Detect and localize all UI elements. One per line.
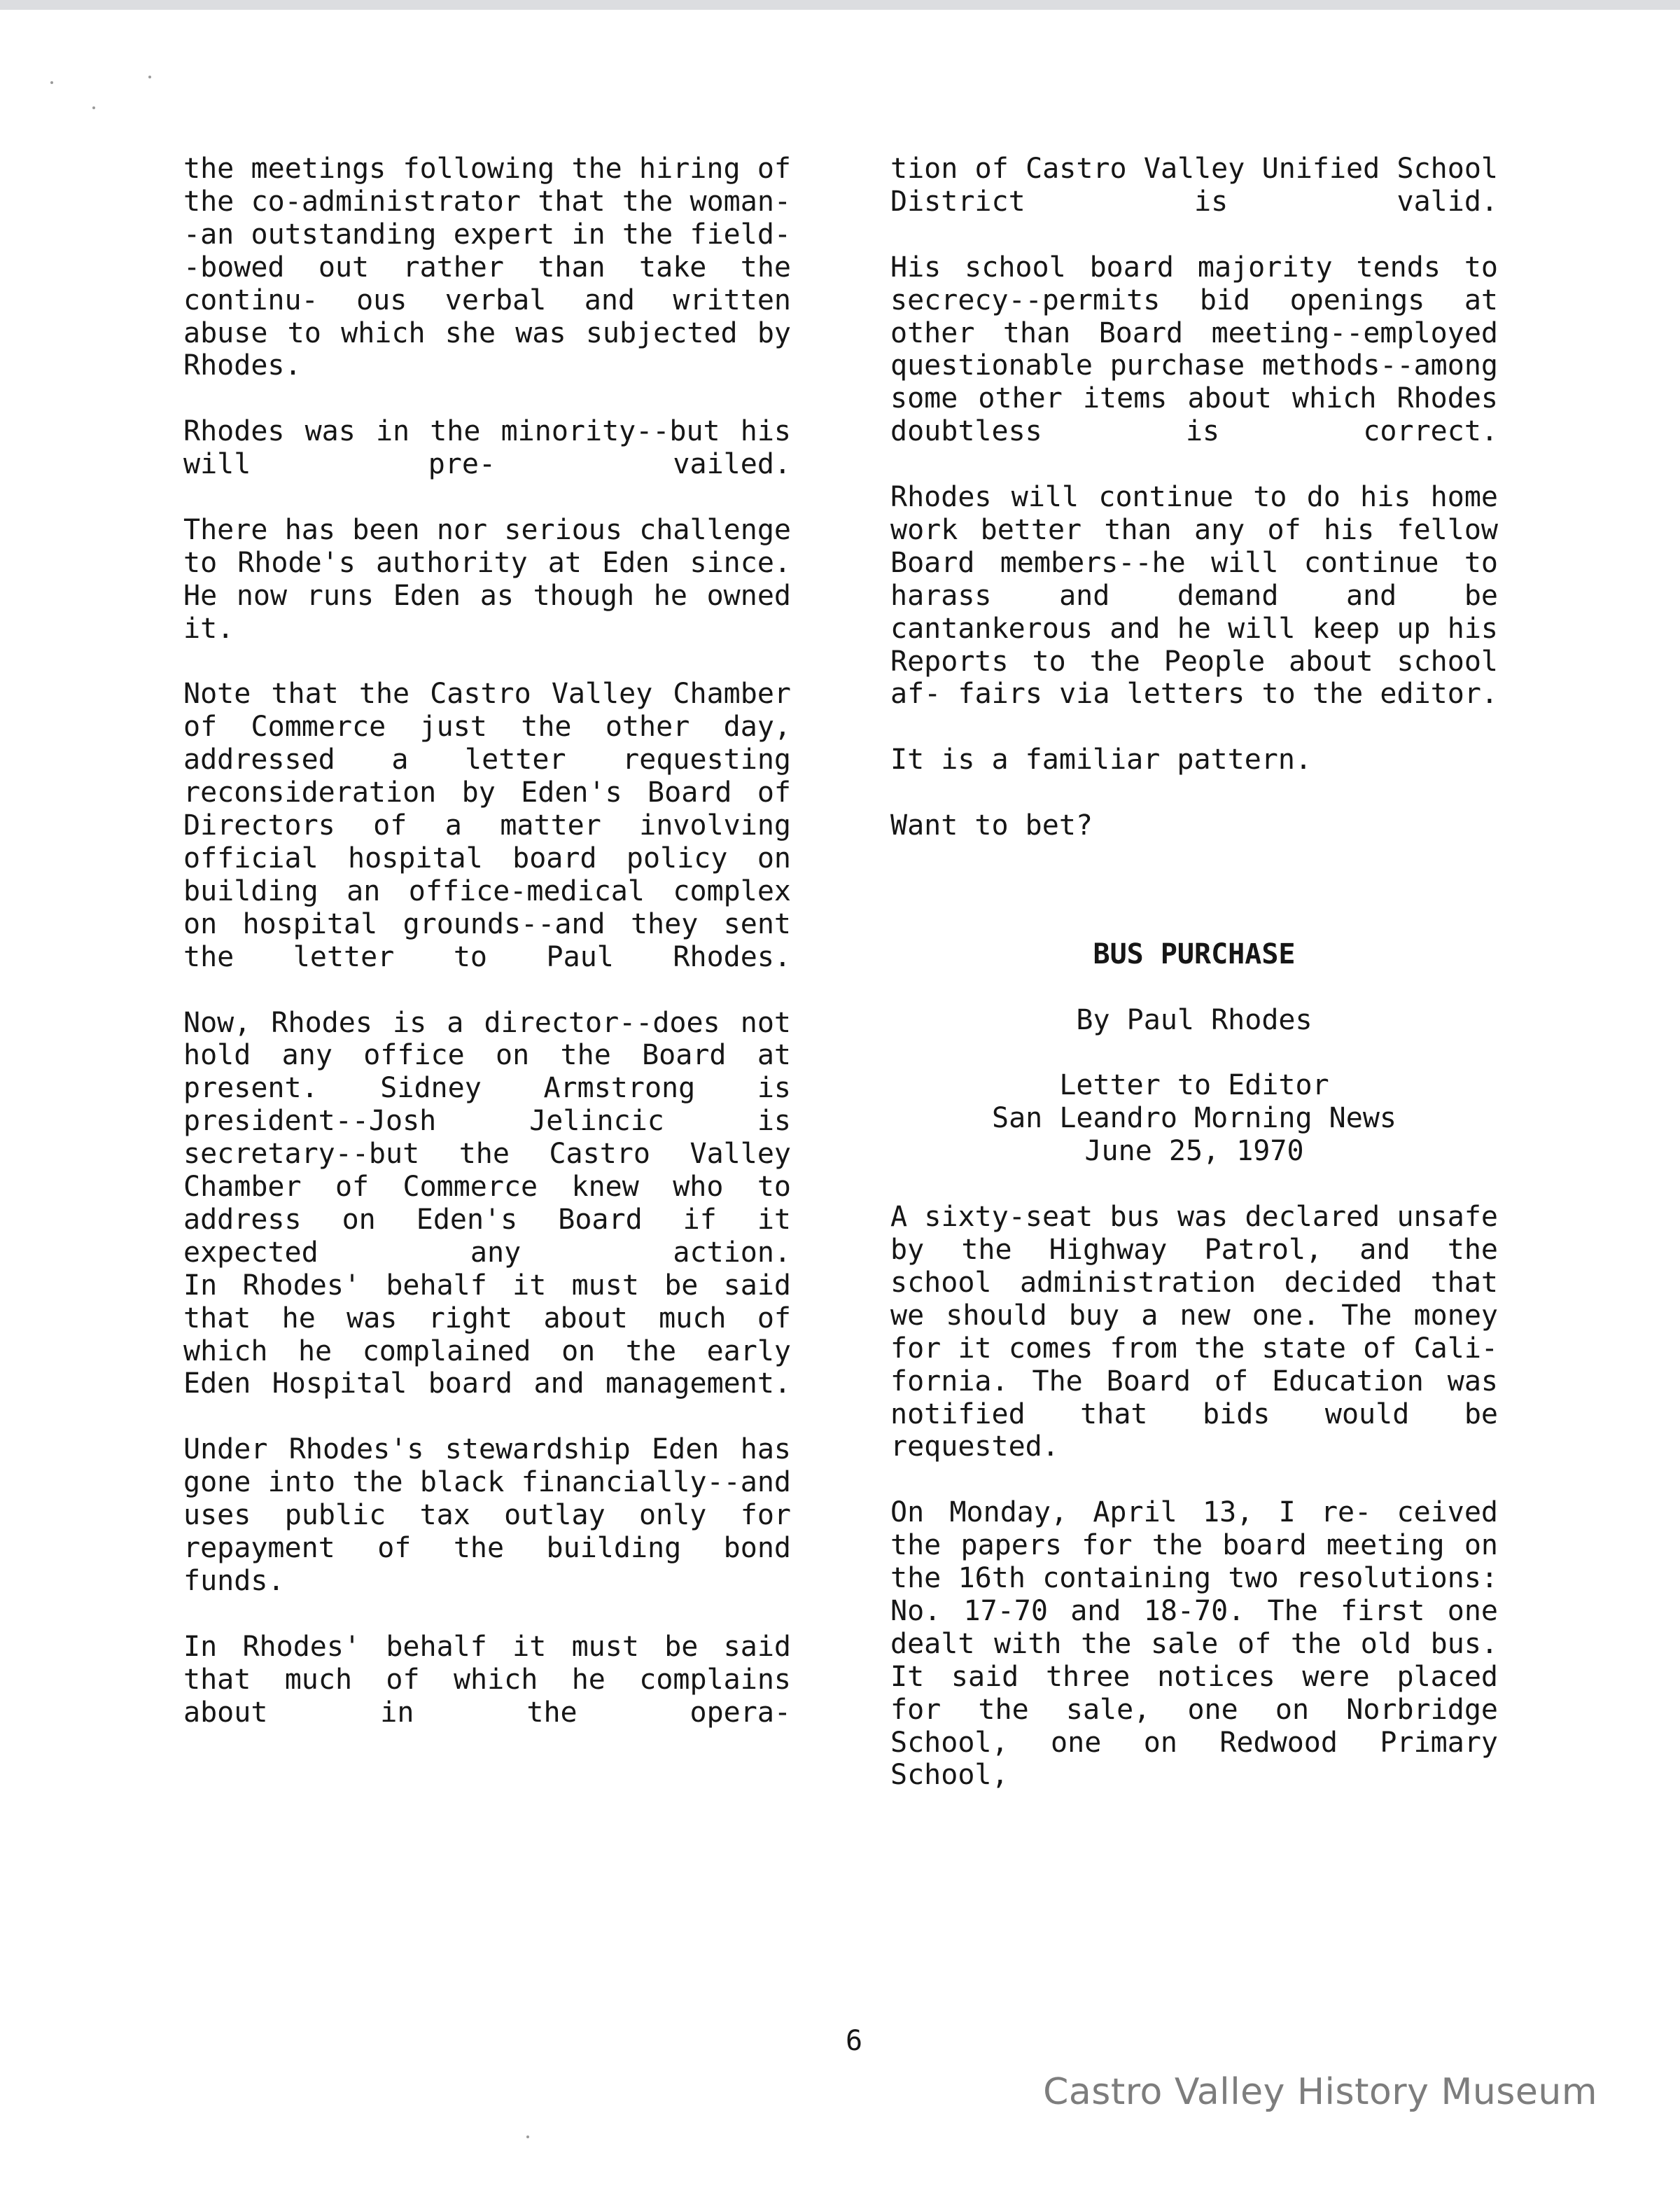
- scan-speck: [148, 76, 151, 78]
- museum-watermark: Castro Valley History Museum: [1043, 2071, 1597, 2113]
- right-paragraph-3: Rhodes will continue to do his home work better than any of his fellow Board members--he will continue to harass and demand and be cantankerous and he will keep up his Reports to the People about school af- fairs via letters to the editor.: [890, 481, 1498, 711]
- scan-speck: [92, 106, 95, 109]
- article-paragraph-2: On Monday, April 13, I re- ceived the papers for the board meeting on the 16th containing two resolutions: No. 17-70 and 18-70. The first one dealt with the sale of the old bus. It said three notices were placed for the sale, one on Norbridge School, one on Redwood Primary School,: [890, 1496, 1498, 1792]
- left-paragraph-3: There has been nor serious challenge to Rhode's authority at Eden since. He now runs Eden as though he owned it.: [183, 513, 791, 645]
- article-paragraph-1: A sixty-seat bus was declared unsafe by the Highway Patrol, and the school administration decided that we should buy a new one. The money for it comes from the state of Cali- fornia. The Board of Education was notified that bids would be requested.: [890, 1201, 1498, 1463]
- right-paragraph-5: Want to bet?: [890, 809, 1093, 842]
- right-paragraph-4: It is a familiar pattern.: [890, 744, 1312, 776]
- scan-top-edge: [0, 0, 1680, 10]
- left-paragraph-7: Under Rhodes's stewardship Eden has gone into the black financially--and uses public tax outlay only for repayment of the building bond funds.: [183, 1433, 791, 1597]
- left-column: [183, 153, 791, 1762]
- right-column: [890, 153, 1498, 1825]
- left-paragraph-2: Rhodes was in the minority--but his will pre- vailed.: [183, 415, 791, 481]
- left-paragraph-8: In Rhodes' behalf it must be said that much of which he complains about in the opera-: [183, 1630, 791, 1729]
- scan-speck: [50, 81, 53, 84]
- page-number: 6: [845, 2025, 863, 2057]
- left-paragraph-1: the meetings following the hiring of the co-administrator that the woman--an outstanding expert in the field--bowed out rather than take the continu- ous verbal and written abuse to which she was subjected by Rhodes.: [183, 153, 791, 382]
- left-paragraph-4: Note that the Castro Valley Chamber of Commerce just the other day, addressed a letter requesting reconsideration by Eden's Board of Directors of a matter involving official hospital board policy on building an office-medical complex on hospital grounds--and they sent the letter to Paul Rhodes.: [183, 678, 791, 973]
- right-paragraph-1: tion of Castro Valley Unified School District is valid.: [890, 153, 1498, 218]
- article-byline: By Paul Rhodes: [1076, 1003, 1312, 1036]
- section-spacer: [890, 875, 1498, 938]
- left-paragraph-5: Now, Rhodes is a director--does not hold any office on the Board at present. Sidney Armstrong is president--Josh Jelincic is secretary--but the Castro Valley Chamber of Commerce knew who to address on Eden's Board if it expected any action.: [183, 1006, 791, 1269]
- article-source: Letter to Editor San Leandro Morning News June 25, 1970: [992, 1069, 1396, 1168]
- left-paragraph-6: In Rhodes' behalf it must be said that he was right about much of which he complained on the early Eden Hospital board and management.: [183, 1269, 791, 1400]
- scan-speck: [526, 2135, 529, 2138]
- right-paragraph-2: His school board majority tends to secrecy--permits bid openings at other than Board meeting--employed questionable purchase methods--among some other items about which Rhodes doubtless is correct.: [890, 251, 1498, 448]
- article-title: BUS PURCHASE: [1093, 938, 1296, 970]
